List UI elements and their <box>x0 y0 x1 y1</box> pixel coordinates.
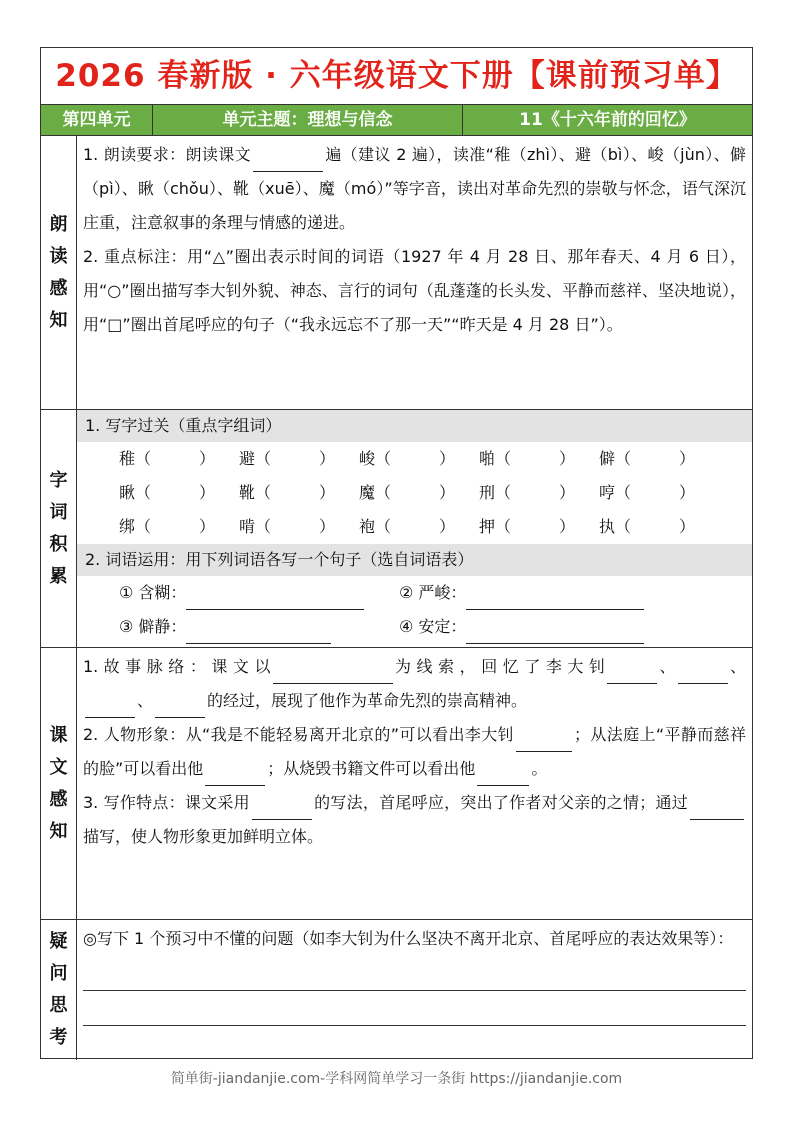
blank[interactable] <box>85 695 135 718</box>
blank[interactable] <box>516 729 572 752</box>
char-item[interactable]: 刑（ ） <box>479 483 576 502</box>
section-words <box>41 410 752 648</box>
char-item[interactable]: 绑（ ） <box>119 517 216 536</box>
blank[interactable] <box>252 797 312 820</box>
answer-line[interactable] <box>83 956 746 991</box>
blank[interactable] <box>155 695 205 718</box>
char-item[interactable]: 僻（ ） <box>599 449 696 468</box>
char-item[interactable]: 靴（ ） <box>239 483 336 502</box>
text-content <box>77 648 752 919</box>
character-image: 2. 人物形象：从“我是不能轻易离开北京的”可以看出李大钊 ；从法庭上“平静而慈祥的脸”可以看出他 ；从烧毁书籍文件可以看出他 。 <box>83 718 746 786</box>
blank[interactable] <box>186 589 364 610</box>
blank[interactable] <box>273 661 393 684</box>
blank[interactable] <box>186 623 331 644</box>
blank[interactable] <box>477 763 529 786</box>
word-item: ① 含糊： <box>119 576 399 610</box>
section-label-reading: 朗 读 感 知 <box>41 136 77 409</box>
section-questions <box>41 920 752 1060</box>
section-label-text: 课 文 感 知 <box>41 648 77 919</box>
char-grid <box>83 442 746 544</box>
story-line: 1. 故 事 脉 络 ： 课 文 以 为 线 索 ， 回 忆 了 李 大 钊 、 、、 的经过，展现了他作为革命先烈的崇高精神。 <box>83 650 746 718</box>
blank[interactable] <box>607 661 657 684</box>
header-bar <box>41 105 752 136</box>
char-item[interactable]: 瞅（ ） <box>119 483 216 502</box>
theme-label: 单元主题：理想与信念 <box>153 105 463 135</box>
words-content <box>77 410 752 647</box>
char-item[interactable]: 哼（ ） <box>599 483 696 502</box>
char-item[interactable]: 峻（ ） <box>359 449 456 468</box>
char-item[interactable]: 押（ ） <box>479 517 576 536</box>
char-item[interactable]: 袍（ ） <box>359 517 456 536</box>
page-title: 2026 春新版 · 六年级语文下册【课前预习单】 <box>41 48 752 105</box>
section-reading <box>41 136 752 410</box>
section-label-questions: 疑 问 思 考 <box>41 920 77 1060</box>
lesson-label: 11《十六年前的回忆》 <box>519 110 696 130</box>
unit-label: 第四单元 <box>41 105 153 135</box>
word-item: ④ 安定： <box>399 610 699 644</box>
char-item[interactable]: 执（ ） <box>599 517 696 536</box>
blank[interactable] <box>205 763 265 786</box>
question-prompt: ◎写下 1 个预习中不懂的问题（如李大钊为什么坚决不离开北京、首尾呼应的表达效果等）： <box>83 929 734 948</box>
char-item[interactable]: 啪（ ） <box>479 449 576 468</box>
writing-feature: 3. 写作特点：课文采用 的写法，首尾呼应，突出了作者对父亲的之情；通过描写，使人物形象更加鲜明立体。 <box>83 786 746 854</box>
char-item[interactable]: 避（ ） <box>239 449 336 468</box>
answer-line[interactable] <box>83 991 746 1026</box>
footer: 简单街-jiandanjie.com-学科网简单学习一条街 https://jiandanjie.com <box>170 1071 623 1087</box>
word-grid <box>83 576 746 644</box>
char-item[interactable]: 啃（ ） <box>239 517 336 536</box>
blank[interactable] <box>466 589 644 610</box>
blank[interactable] <box>678 661 728 684</box>
questions-content <box>77 920 752 1060</box>
word-item: ② 严峻： <box>399 576 699 610</box>
section-text <box>41 648 752 920</box>
section-label-words: 字 词 积 累 <box>41 410 77 647</box>
reading-content <box>77 136 752 409</box>
blank[interactable] <box>466 623 644 644</box>
blank[interactable] <box>690 797 744 820</box>
char-item[interactable]: 稚（ ） <box>119 449 216 468</box>
sentence-heading: 2. 词语运用：用下列词语各写一个句子（选自词语表） <box>77 544 752 576</box>
worksheet <box>40 47 753 1059</box>
marking-req: 2. 重点标注：用“△”圈出表示时间的词语（1927 年 4 月 28 日、那年春天、4 月 6 日），用“○”圈出描写李大钊外貌、神态、言行的词句（乱蓬蓬的长头发、平静而慈祥、坚决地说），用“□”圈出首尾呼应的句子（“我永远忘不了那一天”“昨天是 4 月 28 日”）。 <box>83 247 746 334</box>
blank[interactable] <box>253 149 323 172</box>
char-heading: 1. 写字过关（重点字组词） <box>77 410 752 442</box>
char-item[interactable]: 魔（ ） <box>359 483 456 502</box>
reading-req: 1. 朗读要求：朗读课文 遍（建议 2 遍），读准“稚（zhì）、避（bì）、峻（jùn）、僻（pì）、瞅（chǒu）、靴（xuē）、魔（mó）”等字音，读出对革命先烈的崇敬与怀念，语气深沉庄重，注意叙事的条理与情感的递进。 <box>83 145 746 232</box>
word-item: ③ 僻静： <box>119 610 399 644</box>
